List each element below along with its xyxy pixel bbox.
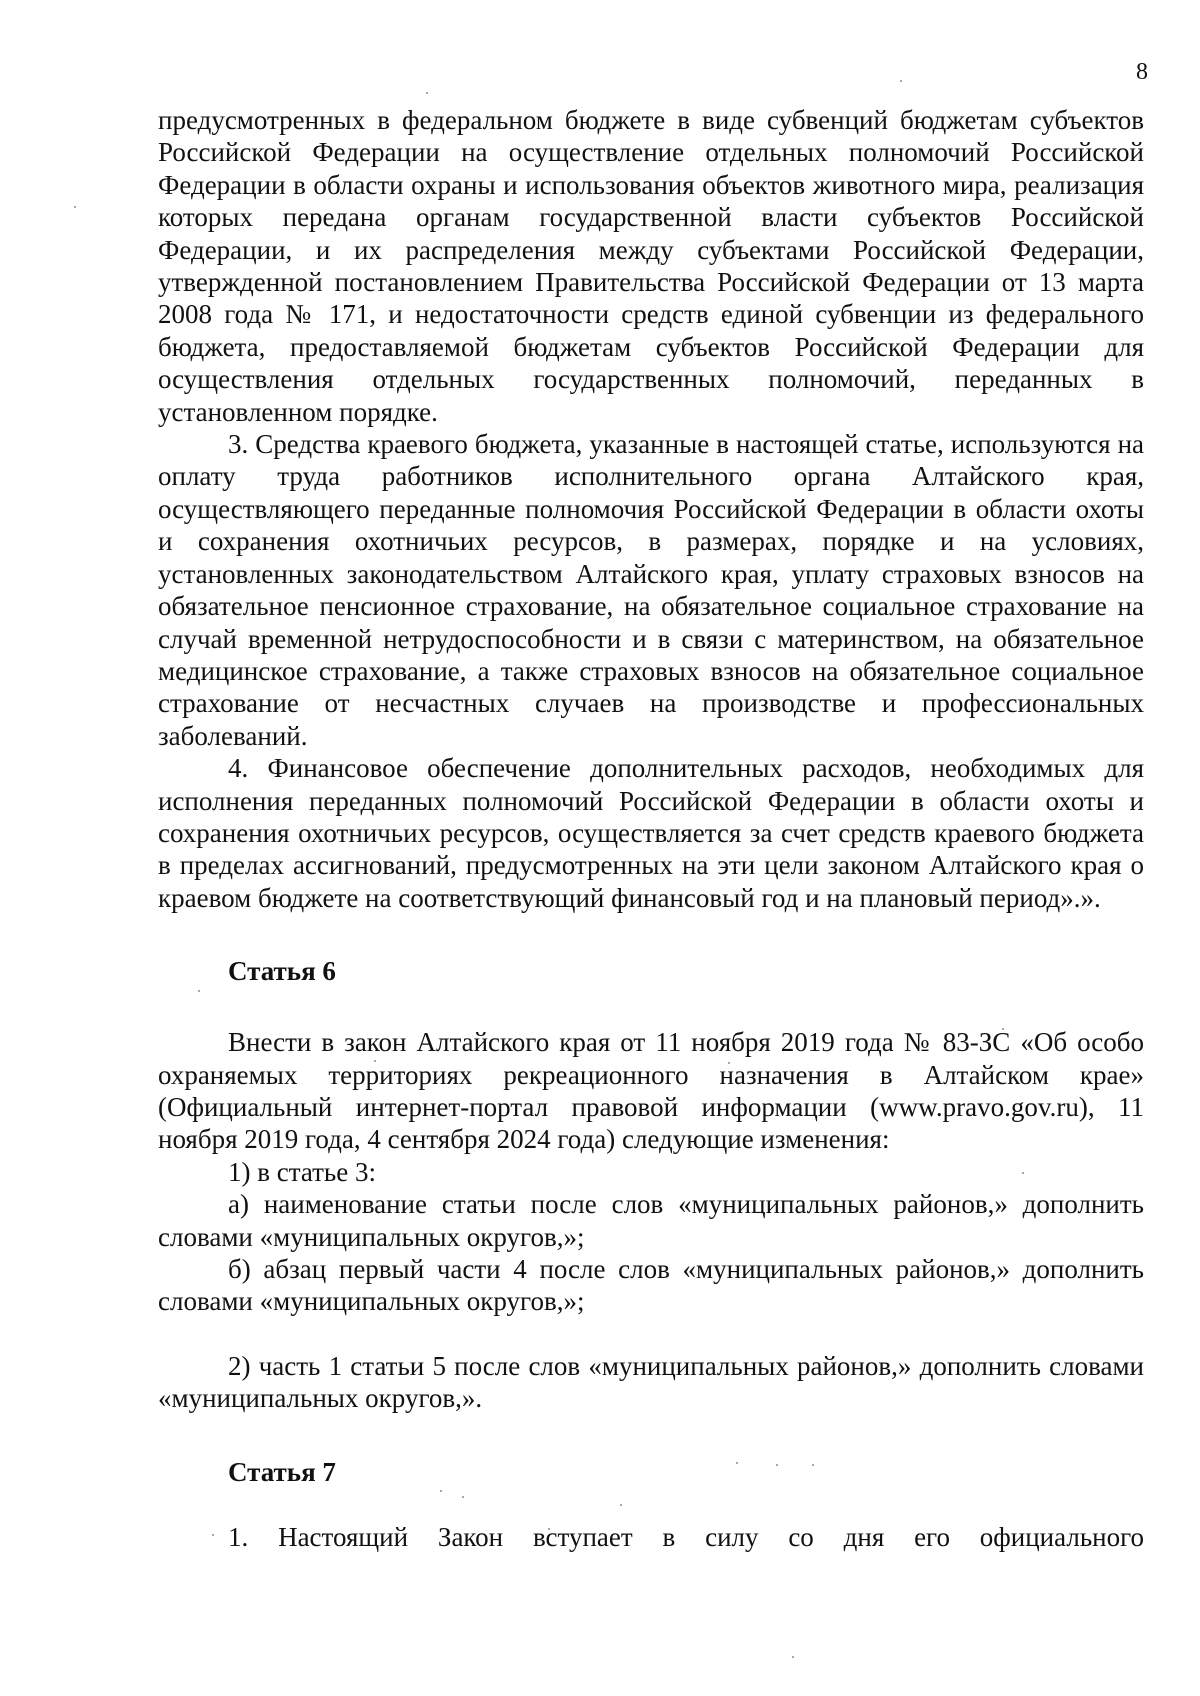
article-7-heading: Статья 7 [228,1456,336,1487]
article-6-item-1: 1) в статье 3: [228,1156,376,1187]
paragraph-part-4: 4. Финансовое обеспечение дополнительных расходов, необходимых для исполнения переданных полномочий Российской Федерации в области охоты и сохранения охотничьих ресурсов, осуществляется за счет средств краевого бюджета в пределах ассигнований, предусмотренных на эти цели законом Алтайского края о краевом бюджете на соответствующий финансовый год и на плановый период».». [158,753,1144,913]
scan-speck [426,92,428,94]
spacer [158,914,1144,954]
spacer [158,1415,1144,1455]
spacer [158,1318,1144,1350]
article-7-item-1: 1. Настоящий Закон вступает в силу со дня его официального [228,1521,1144,1552]
document-body [158,104,1144,1553]
scan-speck [792,1656,794,1658]
article-6-item-2: 2) часть 1 статьи 5 после слов «муниципальных районов,» дополнить словами «муниципальных округов,». [158,1350,1144,1414]
paragraph-subvention-continuation: предусмотренных в федеральном бюджете в виде субвенций бюджетам субъектов Российской Федерации на осуществление отдельных полномочий Российской Федерации в области охраны и использования объектов животного мира, реализация которых передана органам государственной власти субъектов Российской Федерации, и их распределения между субъектами Российской Федерации, утвержденной постановлением Правительства Российской Федерации от 13 марта 2008 года № 171, и недостаточности средств единой субвенции из федерального бюджета, предоставляемой бюджетам субъектов Российской Федерации для осуществления отдельных государственных полномочий, переданных в установленном порядке. [158,105,1144,427]
scan-speck [900,80,902,82]
page-number: 8 [1136,59,1148,85]
spacer [158,988,1144,1026]
spacer [158,1489,1144,1521]
article-6-item-1a: а) наименование статьи после слов «муниципальных районов,» дополнить словами «муниципальных округов,»; [158,1189,1144,1252]
scan-speck [74,206,76,208]
paragraph-part-3: 3. Средства краевого бюджета, указанные в настоящей статье, используются на оплату труда работников исполнительного органа Алтайского края, осуществляющего переданные полномочия Российской Федерации в области охоты и сохранения охотничьих ресурсов, в размерах, порядке и на условиях, установленных законодательством Алтайского края, уплату страховых взносов на обязательное пенсионное страхование, на обязательное социальное страхование на случай временной нетрудоспособности и в связи с материнством, на обязательное медицинское страхование, а также страховых взносов на обязательное социальное страхование от несчастных случаев на производстве и профессиональных заболеваний. [158,429,1144,751]
article-6-item-1b: б) абзац первый части 4 после слов «муниципальных районов,» дополнить словами «муниципальных округов,»; [158,1254,1144,1317]
article-6-intro: Внести в закон Алтайского края от 11 ноября 2019 года № 83-ЗС «Об особо охраняемых территориях рекреационного назначения в Алтайском крае» (Официальный интернет-портал правовой информации (www.pravo.gov.ru), 11 ноября 2019 года, 4 сентября 2024 года) следующие изменения: [158,1027,1144,1155]
article-6-heading: Статья 6 [228,956,336,987]
